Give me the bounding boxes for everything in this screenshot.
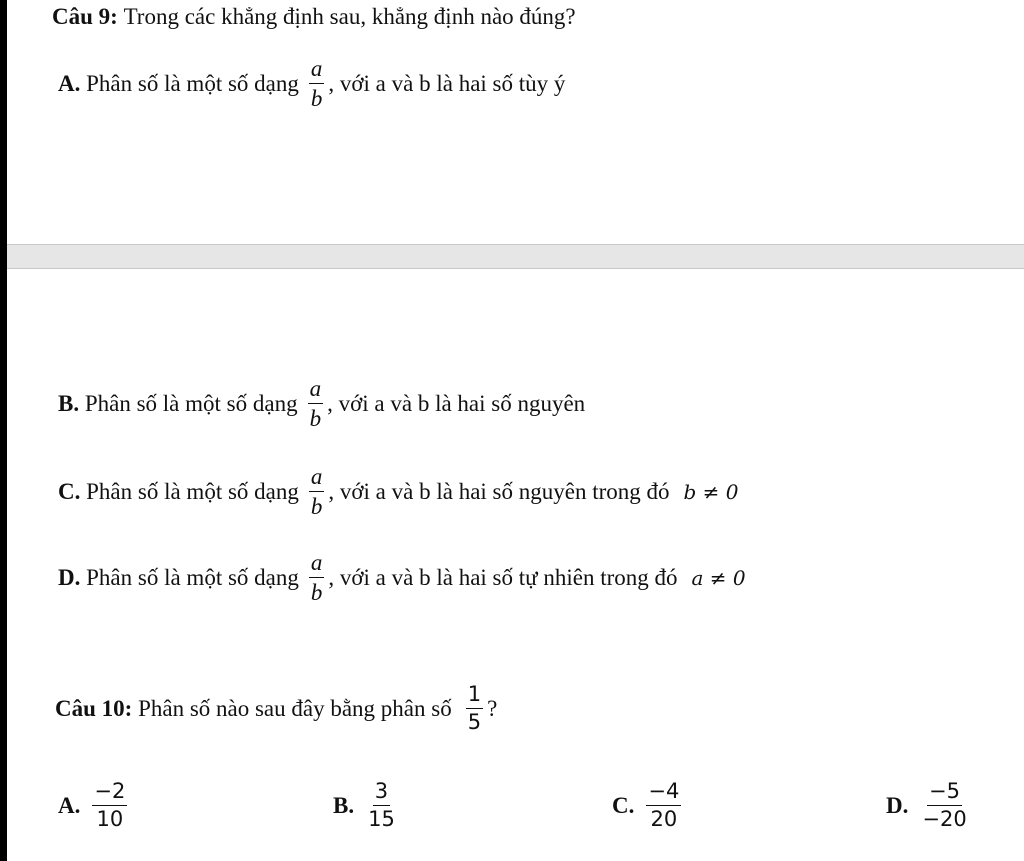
- option-condition: b ≠ 0: [683, 479, 739, 504]
- fraction-numerator: a: [309, 465, 325, 492]
- q10-option-b: [333, 781, 401, 830]
- option-letter: C.: [612, 792, 635, 818]
- option-suffix: , với a và b là hai số nguyên trong đó: [328, 479, 670, 504]
- option-condition: a ≠ 0: [691, 565, 746, 590]
- fraction: [309, 57, 325, 110]
- option-prefix: Phân số là một số dạng: [86, 479, 299, 504]
- fraction: [920, 781, 968, 830]
- page-break: [7, 244, 1024, 269]
- option-letter: A.: [58, 792, 81, 818]
- question-10-label: Câu 10:: [55, 696, 133, 721]
- q10-option-c: [612, 781, 685, 830]
- q9-option-a: [58, 57, 565, 110]
- option-prefix: Phân số là một số dạng: [86, 565, 299, 590]
- option-prefix: Phân số là một số dạng: [86, 71, 299, 96]
- option-suffix: , với a và b là hai số nguyên: [327, 391, 586, 416]
- fraction: [309, 465, 325, 518]
- question-10-text: Phân số nào sau đây bằng phân số: [138, 696, 452, 721]
- q10-option-d: [886, 781, 973, 830]
- fraction-numerator: a: [309, 57, 325, 84]
- option-letter: D.: [886, 792, 909, 818]
- fraction-denominator: b: [310, 580, 323, 605]
- fraction: [366, 781, 397, 830]
- fraction-denominator: 10: [96, 807, 124, 831]
- q10-option-a: [58, 781, 131, 830]
- option-prefix: Phân số là một số dạng: [84, 391, 298, 416]
- fraction: [309, 551, 325, 604]
- fraction: [466, 684, 483, 733]
- fraction-numerator: a: [308, 377, 324, 404]
- option-letter: B.: [58, 391, 80, 416]
- fraction-numerator: a: [309, 551, 325, 578]
- fraction: [92, 781, 127, 830]
- fraction-numerator: −4: [646, 781, 681, 806]
- fraction-denominator: 20: [650, 807, 678, 831]
- option-letter: B.: [333, 792, 355, 818]
- option-suffix: , với a và b là hai số tùy ý: [328, 71, 566, 96]
- fraction-numerator: −5: [927, 781, 962, 806]
- question-9-heading: [52, 5, 576, 28]
- fraction-denominator: b: [310, 86, 323, 111]
- question-10-heading: [55, 684, 497, 733]
- left-edge-bar: [0, 0, 7, 861]
- question-9-text: Trong các khẳng định sau, khẳng định nào đúng?: [123, 4, 576, 29]
- fraction-denominator: b: [309, 406, 322, 431]
- fraction-denominator: −20: [922, 807, 967, 831]
- fraction-numerator: 1: [466, 684, 483, 709]
- fraction-denominator: b: [310, 494, 323, 519]
- q9-option-b: [58, 377, 585, 430]
- question-end-mark: ?: [487, 696, 498, 721]
- fraction-numerator: 3: [373, 781, 390, 806]
- q9-option-d: [58, 551, 746, 604]
- fraction-denominator: 5: [467, 710, 482, 734]
- q9-option-c: [58, 465, 739, 518]
- option-letter: D.: [58, 565, 81, 590]
- fraction: [308, 377, 324, 430]
- option-letter: C.: [58, 479, 81, 504]
- fraction-numerator: −2: [92, 781, 127, 806]
- question-9-label: Câu 9:: [52, 4, 118, 29]
- option-letter: A.: [58, 71, 81, 96]
- option-suffix: , với a và b là hai số tự nhiên trong đó: [328, 565, 678, 590]
- fraction: [646, 781, 681, 830]
- fraction-denominator: 15: [368, 807, 395, 831]
